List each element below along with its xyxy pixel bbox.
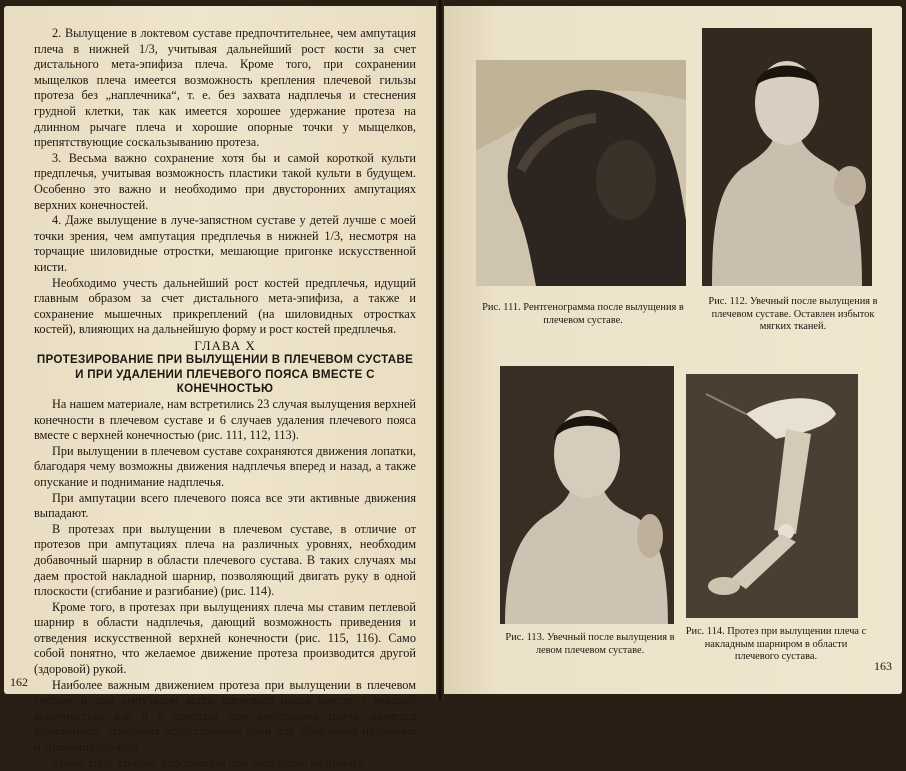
paragraph: Наиболее важным движением протеза при вылущении в плечевом суставе и при ампутации всего плечевого пояса вместе с верхней конечностью, как и в протезах при ампутациях плеча, является возможность отведения искусственной руки для облегчения надевания и снимания одежды. <box>34 677 416 755</box>
page-number-left: 162 <box>10 675 28 689</box>
paragraph: В протезах при вылущении в плечевом суставе, в отличие от протезов при ампутациях плеча на различных уровнях, необходим добавочный шарнир в области плечевого сустава. В таких случаях мы даем простой накладной шарнир, позволяющий двигать руку в одной плоскости (сгибание и разгибание) (рис. 114). <box>34 521 416 599</box>
left-page-text <box>34 26 416 771</box>
paragraph: При вылущении в плечевом суставе сохраняются движения лопатки, благодаря чему возможны движения надплечья вперед и назад, а также опускание и поднимание надплечья. <box>34 443 416 489</box>
paragraph: Кроме того, степень деформации при ампутации надплечья <box>52 755 365 770</box>
figure-112-photo <box>702 28 872 286</box>
figure-111-xray <box>476 60 686 286</box>
book-gutter <box>436 0 444 700</box>
chapter-title: ГЛАВА X <box>194 337 256 353</box>
section-heading: ПРОТЕЗИРОВАНИЕ ПРИ ВЫЛУЩЕНИИ В ПЛЕЧЕВОМ СУСТАВЕ И ПРИ УДАЛЕНИИ ПЛЕЧЕВОГО ПОЯСА ВМЕСТЕ С КОНЕЧНОСТЬЮ <box>36 353 414 396</box>
caption-111: Рис. 111. Рентгенограмма после вылущения в плечевом суставе. <box>482 302 684 326</box>
patient-photo-icon <box>500 366 674 624</box>
paragraph: Необходимо учесть дальнейший рост костей предплечья, идущий главным образом за счет дистального мета-эпифиза, а также и сохранение мышечных прикреплений (на шиловидных отростках костей), влияющих на дальнейшую форму и рост костей предплечья. <box>34 275 416 337</box>
prosthesis-photo-icon <box>686 374 858 618</box>
patient-photo-icon <box>702 28 872 286</box>
figure-113-photo <box>500 366 674 624</box>
xray-shoulder-icon <box>476 60 686 286</box>
paragraph: На нашем материале, нам встретились 23 случая вылущения верхней конечности в плечевом суставе и 6 случаев удаления плечевого пояса вместе с верхней конечностью (рис. 111, 112, 113). <box>34 396 416 443</box>
left-page <box>4 6 436 770</box>
paragraph: Кроме того, в протезах при вылущениях плеча мы ставим петлевой шарнир в области надплечья, дающий возможность приведения и отведения искусственной верхней конечности (рис. 115, 116). Само собой понятно, что желаемое движение протеза производится другой (здоровой) рукой. <box>34 599 416 677</box>
paragraph: 4. Даже вылущение в луче-запястном суставе у детей лучше с моей точки зрения, чем ампутация предплечья в нижней 1/3, несмотря на торчащие шиловидные отростки, мешающие пригонке искусственной кисти. <box>34 213 416 274</box>
paragraph: 3. Весьма важно сохранение хотя бы и самой короткой культи предплечья, учитывая возможность пластики такой культи в будущем. Особенно это важно и необходимо при двусторонних ампутациях верхних конечностей. <box>34 150 416 212</box>
figure-114-prosthesis <box>686 374 858 618</box>
paragraph: При ампутации всего плечевого пояса все эти активные движения выпадают. <box>34 490 416 521</box>
caption-112: Рис. 112. Увечный после вылущения в плечевом суставе. Оставлен избыток мягких тканей. <box>708 296 878 333</box>
paragraph: 2. Вылущение в локтевом суставе предпочтительнее, чем ампутация плеча в нижней 1/3, учитывая дальнейший рост кости за счет дистального мета-эпифиза плеча. Кроме того, при сохранении мыщелков плеча имеется возможность крепления плечевой гильзы протеза без „наплечника“, т. е. без захвата надплечья и стеснения грудной клетки, так как имеется хорошее удержание протеза на длинном рычаге плеча и хорошие опорные точки у мыщелков, препятствующие соскальзыванию протеза. <box>34 26 416 150</box>
caption-113: Рис. 113. Увечный после вылущения в левом плечевом суставе. <box>505 632 675 656</box>
right-page <box>444 6 902 694</box>
page-number-right: 163 <box>874 659 892 673</box>
caption-114: Рис. 114. Протез при вылущении плеча с накладным шарниром в области плечевого сустава. <box>685 626 867 663</box>
